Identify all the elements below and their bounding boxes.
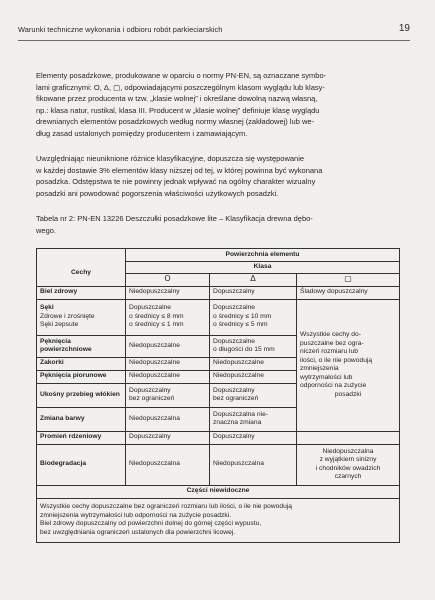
- feature-name: Pęknięcia piorunowe: [37, 370, 126, 383]
- cell-class-3: Śladowy dopuszczalny: [297, 286, 400, 299]
- cell-line: Wszystkie cechy do-: [300, 331, 361, 338]
- hidden-parts-header: Części niewidoczne: [37, 485, 400, 498]
- paragraph-line: posadzki ani powodować pogorszenia właściwości użytkowych posadzki.: [36, 188, 279, 198]
- cell-class-1: Niedopuszczalny: [126, 286, 210, 299]
- cell-class-3: [297, 444, 400, 485]
- circle-symbol: O: [164, 274, 171, 283]
- cell-line: i chodników owadzich: [315, 464, 381, 472]
- cell-line: Dopuszczalne: [213, 304, 256, 312]
- cell-line: Biel zdrowy dopuszczalny od powierzchni dolnej do górnej części wypustu,: [40, 520, 262, 527]
- paragraph-line: lami graficznymi: O, Δ, ▢, odpowiadającymi poszczególnym klasom wyglądu lub klasy-: [36, 82, 325, 92]
- feature-name: Pęknięcia powierzchniowe: [37, 335, 126, 357]
- cell-class-1: [126, 383, 210, 407]
- cell-class-2: [210, 407, 297, 431]
- cell-line: zmniejszenia: [300, 365, 339, 372]
- merged-class-3-cell: [297, 299, 400, 431]
- paragraph-line: posadzka. Odstępstwa te nie powinny jednak wpływać na ogólny charakter wizualny: [36, 177, 316, 186]
- cell-line: niczeń rozmiaru lub: [300, 348, 358, 355]
- cell-line: Dopuszczalne: [129, 304, 172, 312]
- classification-table: [36, 248, 400, 543]
- cell-class-1: Niedopuszczalne: [126, 370, 210, 383]
- cell-class-2: [210, 335, 297, 357]
- cell-line: Dopuszczalna nie-: [213, 410, 269, 418]
- cell-class-2: [210, 299, 297, 335]
- paragraph-symbols: [36, 70, 398, 139]
- cell-line: odporności na zużycie: [300, 382, 367, 389]
- cell-line: znaczna zmiana: [213, 419, 262, 426]
- cell-class-2: Dopuszczalny: [210, 286, 297, 299]
- running-header: [18, 24, 410, 41]
- cell-line: puszczalne bez ogra-: [300, 339, 364, 347]
- cell-class-1: Dopuszczalny: [126, 431, 210, 444]
- cell-line: ilości, o ile nie powodują: [300, 356, 373, 364]
- cell-line: Wszystkie cechy dopuszczalne bez ograniczeń rozmiaru lub ilości, o ile nie powodują: [40, 503, 293, 510]
- cell-class-1: Niedopuszczalna: [126, 407, 210, 431]
- cell-class-1: [126, 299, 210, 335]
- paragraph-tolerance: [36, 153, 398, 199]
- cell-line: bez uwzględniania ograniczeń ustalonych dla powierzchni licowej.: [40, 528, 236, 536]
- surface-header: Powierzchnia elementu: [126, 249, 400, 262]
- cell-line: bez ograniczeń: [213, 395, 259, 402]
- square-symbol: ▢: [344, 274, 352, 283]
- cell-class-1: Niedopuszczalne: [126, 357, 210, 370]
- feature-name: Zmiana barwy: [37, 407, 126, 431]
- paragraph-line: w każdej dostawie 3% elementów klasy niższej od tej, w której powinna być wykonana: [36, 165, 323, 175]
- features-header: Cechy: [37, 262, 126, 287]
- cell-class-2: Niedopuszczalne: [210, 357, 297, 370]
- cell-class-2: Dopuszczalny: [210, 431, 297, 444]
- cell-class-2: [210, 383, 297, 407]
- cell-line: zmniejszenia wytrzymałości lub odporności na zużycie posadzki.: [40, 511, 232, 519]
- cell-line: Niedopuszczalna: [322, 447, 374, 455]
- feature-name: Biodegradacja: [37, 444, 126, 485]
- cell-line: o średnicy ≤ 10 mm: [213, 312, 272, 320]
- cell-class-1: Niedopuszczalne: [126, 335, 210, 357]
- feature-title: Sęki: [40, 304, 54, 312]
- cell-line: czarnych: [334, 473, 362, 480]
- cell-line: Dopuszczalny: [129, 386, 171, 394]
- header-title: Warunki techniczne wykonania i odbioru robót parkieciarskich: [18, 25, 223, 34]
- feature-name: Ukośny przebieg włókien: [37, 383, 126, 407]
- hidden-parts-text: [37, 498, 400, 542]
- cell-line: z wyjątkiem sinizny: [319, 456, 377, 463]
- cell-class-2: Niedopuszczalna: [210, 444, 297, 485]
- paragraph-line: np.: klasa natur, rustikal, klasa III. Producent w „klasie wolnej” definiuje klasę wyglądu: [36, 105, 320, 115]
- caption-line: Tabela nr 2: PN-EN 13226 Deszczułki posadzkowe lite – Klasyfikacja drewna dębo-: [36, 214, 313, 223]
- feature-sub: Sęki zepsute: [40, 321, 79, 329]
- class-header: Klasa: [126, 262, 400, 274]
- feature-name: [37, 299, 126, 335]
- caption-line: wego.: [36, 225, 57, 235]
- page-number: 19: [398, 23, 410, 34]
- class-symbol-square: [297, 274, 400, 287]
- paragraph-line: Uwzględniając nieuniknione różnice klasyfikacyjne, dopuszcza się występowanie: [36, 154, 305, 163]
- feature-name: Zakorki: [37, 357, 126, 370]
- paragraph-line: drewnianych elementów posadzkowych według normy własnej (zakładowej) lub we-: [36, 117, 315, 126]
- paragraph-line: Elementy posadzkowe, produkowane w oparciu o normy PN-EN, są oznaczane symbo-: [36, 71, 327, 80]
- feature-name: Promień rdzeniowy: [37, 431, 126, 444]
- feature-sub: Zdrowe i zrośnięte: [40, 312, 95, 320]
- cell-line: o średnicy ≤ 8 mm: [129, 312, 184, 320]
- cell-line: wytrzymałości lub: [300, 373, 353, 381]
- cell-line: o średnicy ≤ 1 mm: [129, 321, 184, 329]
- cell-class-1: Niedopuszczalna: [126, 444, 210, 485]
- feature-name: Biel zdrowy: [37, 286, 126, 299]
- cell-line: bez ograniczeń: [129, 395, 175, 402]
- table-corner: [37, 249, 126, 262]
- triangle-symbol: Δ: [250, 274, 256, 283]
- cell-line: Dopuszczalny: [213, 386, 255, 394]
- cell-class-2: Niedopuszczalne: [210, 370, 297, 383]
- paragraph-line: dług zasad ustalonych pomiędzy producentem i zamawiającym.: [36, 128, 248, 138]
- class-symbol-triangle: [210, 274, 297, 287]
- paragraph-line: fikowane przez producenta w tzw. „klasie wolnej” i określane dowolną nazwą własną,: [36, 94, 318, 103]
- cell-line: o długości do 15 mm: [213, 346, 275, 353]
- cell-class-3-empty: [297, 431, 400, 444]
- cell-line: posadzki: [334, 390, 362, 398]
- class-symbol-circle: [126, 274, 210, 287]
- cell-line: Dopuszczalne: [213, 337, 256, 345]
- cell-line: o średnicy ≤ 5 mm: [213, 321, 268, 329]
- table-caption: [36, 213, 398, 236]
